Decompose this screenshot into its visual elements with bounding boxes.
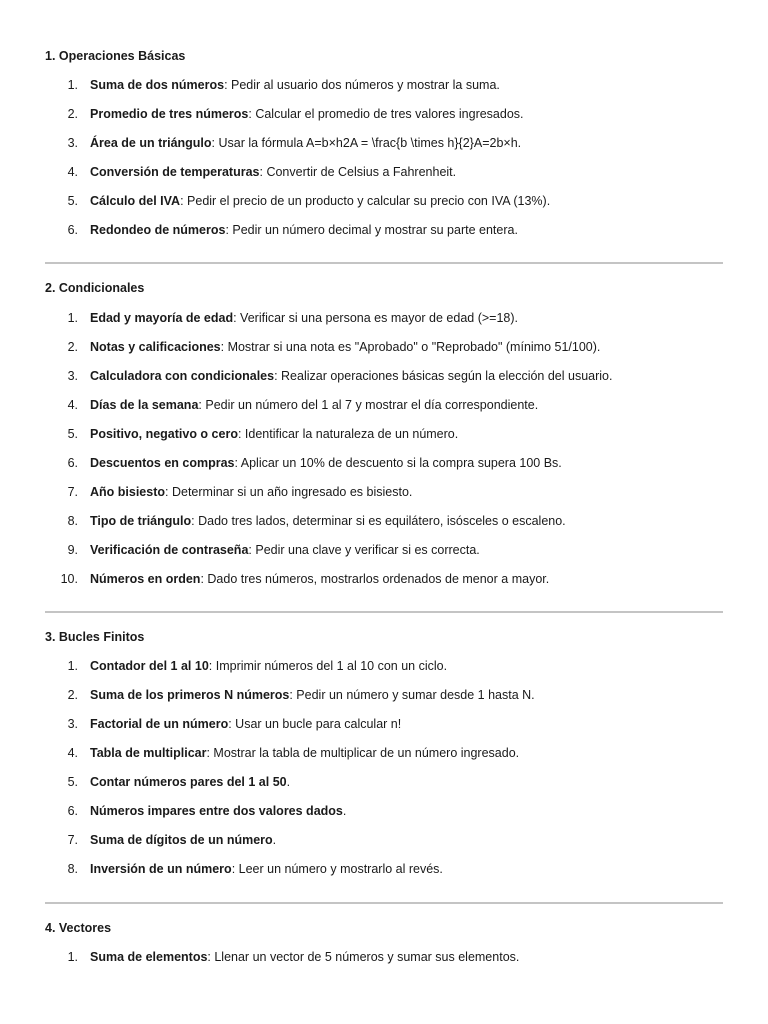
item-term: Números impares entre dos valores dados	[90, 804, 343, 818]
item-number: 3.	[67, 717, 78, 731]
item-term: Factorial de un número	[90, 717, 229, 731]
item-term: Tabla de multiplicar	[90, 746, 207, 760]
item-number: 3.	[67, 136, 78, 150]
item-description: : Convertir de Celsius a Fahrenheit.	[259, 165, 457, 179]
item-term: Descuentos en compras	[90, 456, 235, 470]
item-term: Números en orden	[90, 572, 201, 586]
item-term: Año bisiesto	[90, 485, 166, 499]
item-description: : Aplicar un 10% de descuento si la compra supera 100 Bs.	[234, 456, 562, 470]
item-term: Suma de dos números	[90, 78, 225, 92]
item-term: Días de la semana	[90, 398, 199, 412]
section-divider	[45, 262, 723, 264]
item-term: Positivo, negativo o cero	[90, 427, 238, 441]
item-number: 5.	[67, 427, 78, 441]
item-term: Conversión de temperaturas	[90, 165, 260, 179]
item-number: 7.	[67, 833, 78, 847]
item-number: 2.	[67, 107, 78, 121]
item-number: 7.	[67, 485, 78, 499]
item-description: : Pedir un número y sumar desde 1 hasta N.	[289, 688, 535, 702]
section-title-vectores: 4. Vectores	[45, 921, 112, 935]
item-number: 10.	[60, 572, 78, 586]
item-term: Calculadora con condicionales	[90, 369, 275, 383]
item-description: : Pedir un número decimal y mostrar su parte entera.	[225, 223, 518, 237]
item-term: Suma de elementos	[90, 950, 208, 964]
item-description: .	[342, 804, 347, 818]
item-term: Cálculo del IVA	[90, 194, 181, 208]
item-description: : Pedir un número del 1 al 7 y mostrar el día correspondiente.	[198, 398, 539, 412]
item-description: : Pedir al usuario dos números y mostrar la suma.	[224, 78, 500, 92]
item-number: 5.	[67, 194, 78, 208]
item-number: 5.	[67, 775, 78, 789]
item-description: : Dado tres números, mostrarlos ordenados de menor a mayor.	[200, 572, 550, 586]
item-description: : Usar un bucle para calcular n!	[228, 717, 402, 731]
item-term: Notas y calificaciones	[90, 340, 221, 354]
item-description: : Dado tres lados, determinar si es equilátero, isósceles o escaleno.	[191, 514, 566, 528]
item-description: : Pedir una clave y verificar si es correcta.	[248, 543, 480, 557]
item-number: 2.	[67, 688, 78, 702]
item-description: : Pedir el precio de un producto y calcular su precio con IVA (13%).	[180, 194, 551, 208]
item-term: Verificación de contraseña	[90, 543, 249, 557]
item-number: 4.	[67, 165, 78, 179]
item-number: 4.	[67, 398, 78, 412]
item-number: 9.	[67, 543, 78, 557]
item-description: : Determinar si un año ingresado es bisiesto.	[165, 485, 413, 499]
item-term: Contar números pares del 1 al 50	[90, 775, 287, 789]
item-description: : Verificar si una persona es mayor de edad (>=18).	[233, 311, 518, 325]
section-divider	[45, 902, 723, 904]
item-term: Contador del 1 al 10	[90, 659, 209, 673]
item-number: 8.	[67, 514, 78, 528]
item-description: : Calcular el promedio de tres valores ingresados.	[248, 107, 524, 121]
item-number: 6.	[67, 223, 78, 237]
item-number: 1.	[67, 950, 78, 964]
item-description: : Identificar la naturaleza de un número.	[237, 427, 459, 441]
item-term: Suma de los primeros N números	[90, 688, 290, 702]
item-description: : Imprimir números del 1 al 10 con un ciclo.	[208, 659, 448, 673]
item-number: 4.	[67, 746, 78, 760]
item-term: Inversión de un número	[90, 862, 232, 876]
item-description: .	[286, 775, 291, 789]
item-description: : Realizar operaciones básicas según la elección del usuario.	[274, 369, 613, 383]
item-description: : Mostrar la tabla de multiplicar de un número ingresado.	[206, 746, 520, 760]
item-term: Promedio de tres números	[90, 107, 249, 121]
item-number: 2.	[67, 340, 78, 354]
item-description: .	[272, 833, 277, 847]
section-divider	[45, 611, 723, 613]
item-description: : Mostrar si una nota es "Aprobado" o "Reprobado" (mínimo 51/100).	[220, 340, 601, 354]
section-title-bucles-finitos: 3. Bucles Finitos	[45, 630, 145, 644]
item-description: : Leer un número y mostrarlo al revés.	[231, 862, 443, 876]
item-term: Tipo de triángulo	[90, 514, 192, 528]
item-term: Área de un triángulo	[90, 136, 212, 150]
item-description: : Usar la fórmula A=b×h2A = \frac{b \times h}{2}A=2b×h.	[211, 136, 522, 150]
item-term: Suma de dígitos de un número	[90, 833, 273, 847]
item-number: 8.	[67, 862, 78, 876]
item-description: : Llenar un vector de 5 números y sumar sus elementos.	[207, 950, 520, 964]
item-number: 3.	[67, 369, 78, 383]
section-title-condicionales: 2. Condicionales	[45, 281, 145, 295]
item-term: Edad y mayoría de edad	[90, 311, 234, 325]
section-title-operaciones-basicas: 1. Operaciones Básicas	[45, 49, 186, 63]
item-number: 1.	[67, 659, 78, 673]
item-number: 6.	[67, 456, 78, 470]
item-number: 1.	[67, 78, 78, 92]
item-number: 6.	[67, 804, 78, 818]
item-term: Redondeo de números	[90, 223, 226, 237]
item-number: 1.	[67, 311, 78, 325]
